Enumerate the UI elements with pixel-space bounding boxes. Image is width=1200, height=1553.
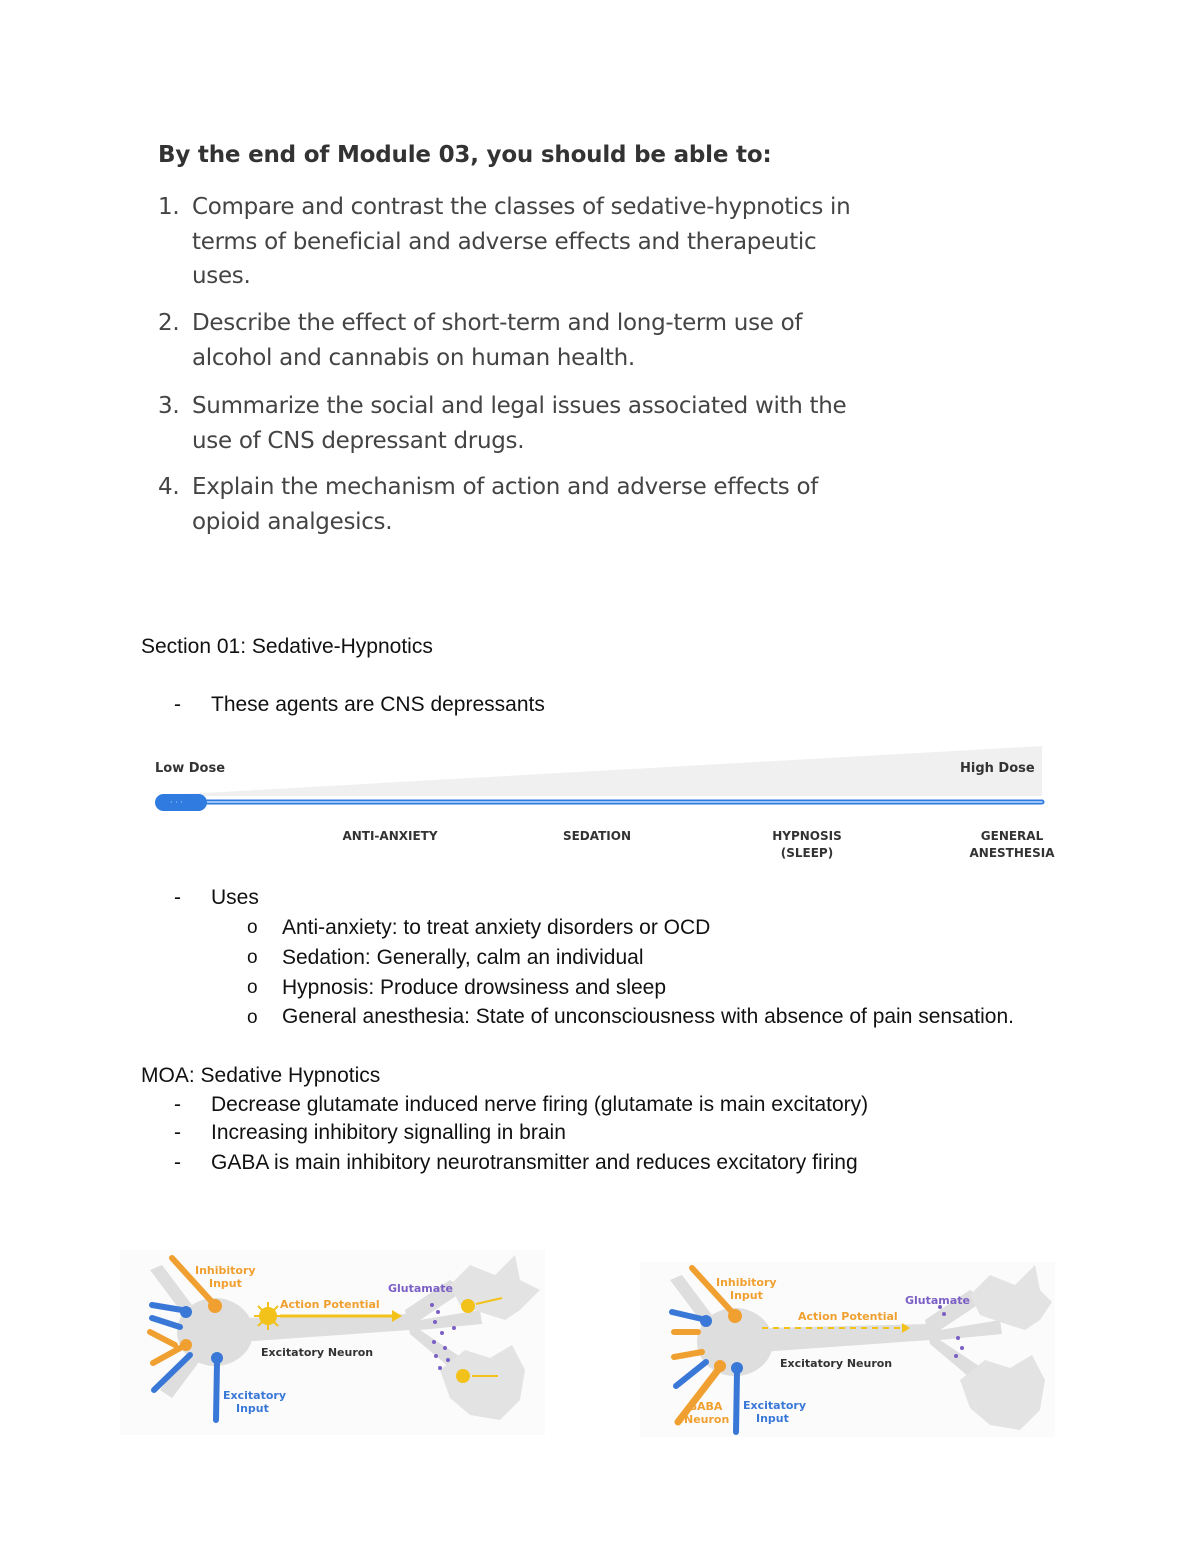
bullet-dash: - xyxy=(174,1151,181,1174)
bullet-circle: o xyxy=(247,977,258,998)
stage-anesthesia-line2: ANESTHESIA xyxy=(969,846,1055,860)
stage-anesthesia-line1: GENERAL xyxy=(980,829,1044,843)
bullet-dash: - xyxy=(174,886,181,909)
excitatory-label-line2: Input xyxy=(236,1402,269,1415)
glutamate-label: Glutamate xyxy=(388,1282,453,1295)
glutamate-label: Glutamate xyxy=(905,1294,970,1307)
inhibitory-label-line2: Input xyxy=(730,1289,763,1302)
svg-text:· · ·: · · · xyxy=(170,798,183,807)
excitatory-label-line1: Excitatory xyxy=(223,1389,286,1402)
bullet-circle: o xyxy=(247,1007,258,1028)
use-item: Sedation: Generally, calm an individual xyxy=(282,946,644,969)
inhibitory-label-line2: Input xyxy=(209,1277,242,1290)
use-item: General anesthesia: State of unconsciousness with absence of pain sensation. xyxy=(282,1005,1014,1028)
stage-anti-anxiety: ANTI-ANXIETY xyxy=(342,829,438,843)
objective-text: Summarize the social and legal issues associated with the use of CNS depressant drugs. xyxy=(192,393,847,454)
bullet-dash: - xyxy=(174,1121,181,1144)
moa-heading: MOA: Sedative Hypnotics xyxy=(141,1064,381,1087)
objective-text: Explain the mechanism of action and adverse effects of opioid analgesics. xyxy=(192,474,819,535)
objective-number: 4. xyxy=(158,474,180,500)
moa-item: Increasing inhibitory signalling in brain xyxy=(211,1121,566,1144)
objective-text: Compare and contrast the classes of sedative-hypnotics in terms of beneficial and adverse effects and therapeutic uses. xyxy=(192,194,851,289)
objectives-heading: By the end of Module 03, you should be able to: xyxy=(158,142,772,168)
action-potential-label: Action Potential xyxy=(280,1298,380,1311)
neuron-diagram-excitation xyxy=(120,1250,545,1435)
objective-number: 1. xyxy=(158,194,180,220)
use-item: Hypnosis: Produce drowsiness and sleep xyxy=(282,976,667,999)
inhibitory-input-label xyxy=(195,1264,256,1290)
gaba-neuron-label xyxy=(684,1400,729,1426)
objective-item-4 xyxy=(158,470,878,539)
bullet-circle: o xyxy=(247,917,258,938)
excitatory-label-line1: Excitatory xyxy=(743,1399,806,1412)
objective-item-2 xyxy=(158,306,878,375)
stage-hypnosis-line1: HYPNOSIS xyxy=(772,829,842,843)
excitatory-input-label xyxy=(743,1399,806,1425)
bullet-dash: - xyxy=(174,693,181,716)
neuron-diagram-inhibition xyxy=(640,1262,1055,1437)
uses-heading: Uses xyxy=(211,886,259,909)
excitatory-input-label xyxy=(223,1389,286,1415)
stage-hypnosis xyxy=(757,828,857,862)
section-title: Section 01: Sedative-Hypnotics xyxy=(141,635,433,658)
moa-item: Decrease glutamate induced nerve firing (glutamate is main excitatory) xyxy=(211,1093,869,1116)
low-dose-label: Low Dose xyxy=(155,761,226,776)
objective-item-3 xyxy=(158,389,878,458)
stage-sedation: SEDATION xyxy=(562,829,632,843)
dose-scale-graphic xyxy=(150,740,1050,870)
neuron-illustration xyxy=(120,1250,545,1435)
excitatory-label-line2: Input xyxy=(756,1412,789,1425)
objective-item-1 xyxy=(158,190,878,294)
inhibitory-label-line1: Inhibitory xyxy=(195,1264,256,1277)
excitatory-neuron-label: Excitatory Neuron xyxy=(261,1346,374,1359)
gaba-label-line1: GABA xyxy=(688,1400,723,1413)
moa-item: GABA is main inhibitory neurotransmitter and reduces excitatory firing xyxy=(211,1151,858,1174)
gaba-label-line2: Neuron xyxy=(684,1413,730,1426)
inhibitory-input-label xyxy=(716,1276,777,1302)
action-potential-label: Action Potential xyxy=(798,1310,898,1323)
bullet-text: These agents are CNS depressants xyxy=(211,693,545,716)
stage-hypnosis-line2: (SLEEP) xyxy=(780,846,834,860)
bullet-dash: - xyxy=(174,1093,181,1116)
stage-general-anesthesia xyxy=(962,828,1062,862)
bullet-circle: o xyxy=(247,947,258,968)
dose-scale xyxy=(150,740,1055,870)
use-item: Anti-anxiety: to treat anxiety disorders or OCD xyxy=(282,916,711,939)
objective-number: 2. xyxy=(158,310,180,336)
inhibitory-label-line1: Inhibitory xyxy=(716,1276,777,1289)
high-dose-label: High Dose xyxy=(960,761,1035,776)
objective-number: 3. xyxy=(158,393,180,419)
excitatory-neuron-label: Excitatory Neuron xyxy=(780,1357,893,1370)
objective-text: Describe the effect of short-term and long-term use of alcohol and cannabis on human health. xyxy=(192,310,803,371)
